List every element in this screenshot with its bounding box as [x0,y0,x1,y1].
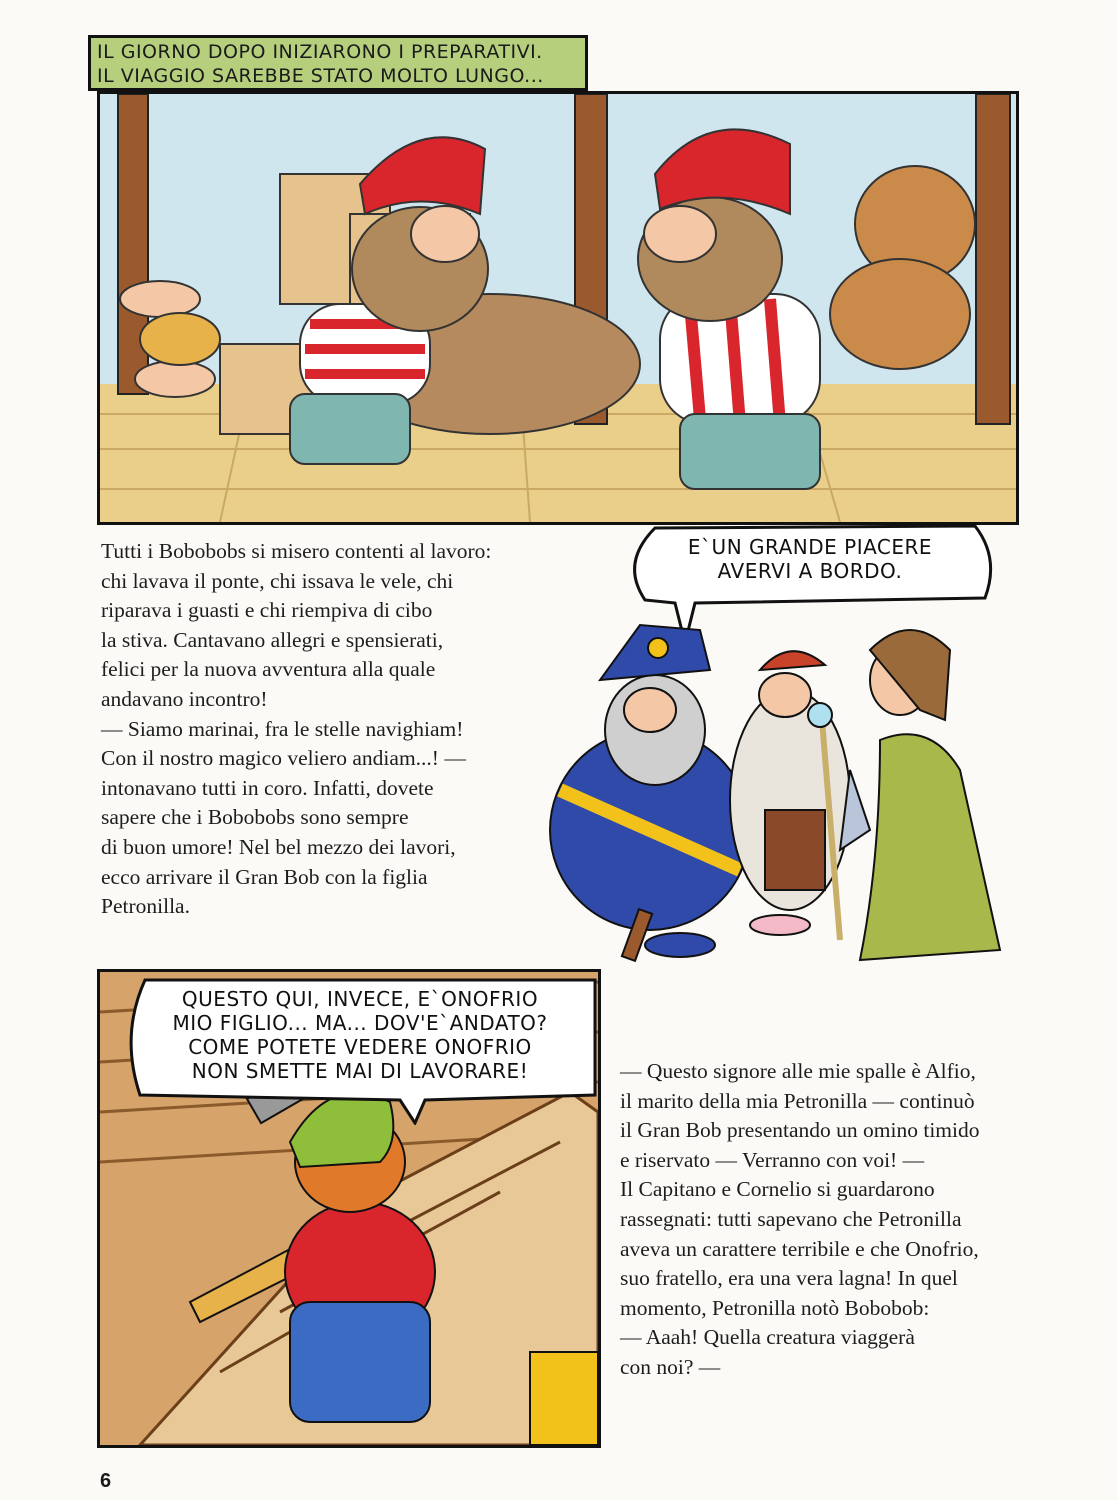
prose-line: — Siamo marinai, fra le stelle navighiam! [101,716,464,741]
balloon-line: AVERVI A BORDO. [717,559,903,583]
prose-line: sapere che i Bobobobs sono sempre [101,805,409,830]
prose-line: la stiva. Cantavano allegri e spensierati, [101,627,444,652]
petronilla-figure [840,630,1000,960]
prose-line: — Questo signore alle mie spalle è Alfio, [620,1059,976,1083]
balloon-line: NON SMETTE MAI DI LAVORARE! [191,1059,529,1083]
prose-line: ecco arrivare il Gran Bob con la figlia [101,864,428,889]
prose-line: di buon umore! Nel bel mezzo dei lavori, [101,834,456,859]
prose-bottom [620,1057,1090,1383]
caption-line: IL GIORNO DOPO INIZIARONO I PREPARATIVI. [97,41,543,63]
caption-box [88,35,588,91]
gran-bob-figure [730,651,850,940]
balloon-line: QUESTO QUI, INVECE, E`ONOFRIO [181,987,539,1011]
prose-line: momento, Petronilla notò Bobobob: [620,1295,930,1320]
prose-line: rassegnati: tutti sapevano che Petronilla [620,1206,962,1231]
prose-line: Tutti i Bobobobs si misero contenti al lavoro: [101,539,492,563]
panel-1-illustration [100,94,1016,522]
prose-line: felici per la nuova avventura alla quale [101,657,436,682]
prose-line: chi lavava il ponte, chi issava le vele, chi [101,568,454,593]
prose-line: intonavano tutti in coro. Infatti, dovete [101,775,434,800]
prose-line: e riservato — Verranno con voi! — [620,1147,925,1172]
balloon-line: E`UN GRANDE PIACERE [687,535,933,559]
captain-figure [550,625,750,961]
prose-line: — Aaah! Quella creatura viaggerà [620,1325,915,1350]
prose-line: con noi? — [620,1354,721,1379]
prose-line: il marito della mia Petronilla — continuò [620,1088,975,1113]
speech-balloon-top-text [635,535,985,583]
page-number: 6 [100,1470,112,1492]
comic-panel-1 [97,91,1019,525]
prose-line: Petronilla. [101,894,190,919]
prose-line: aveva un carattere terribile e che Onofrio, [620,1236,979,1261]
prose-line: Con il nostro magico veliero andiam...! — [101,746,466,771]
prose-line: andavano incontro! [101,686,268,711]
speech-balloon-bottom-text [125,987,595,1083]
characters-illustration [540,610,1060,980]
prose-line: il Gran Bob presentando un omino timido [620,1118,980,1143]
caption-line: IL VIAGGIO SAREBBE STATO MOLTO LUNGO... [97,65,544,87]
prose-line: Il Capitano e Cornelio si guardarono [620,1177,935,1202]
prose-line: suo fratello, era una vera lagna! In quel [620,1266,958,1291]
prose-line: riparava i guasti e chi riempiva di cibo [101,598,433,623]
prose-top [101,537,571,922]
balloon-line: MIO FIGLIO... MA... DOV'E`ANDATO? [172,1011,548,1035]
balloon-line: COME POTETE VEDERE ONOFRIO [188,1035,532,1059]
